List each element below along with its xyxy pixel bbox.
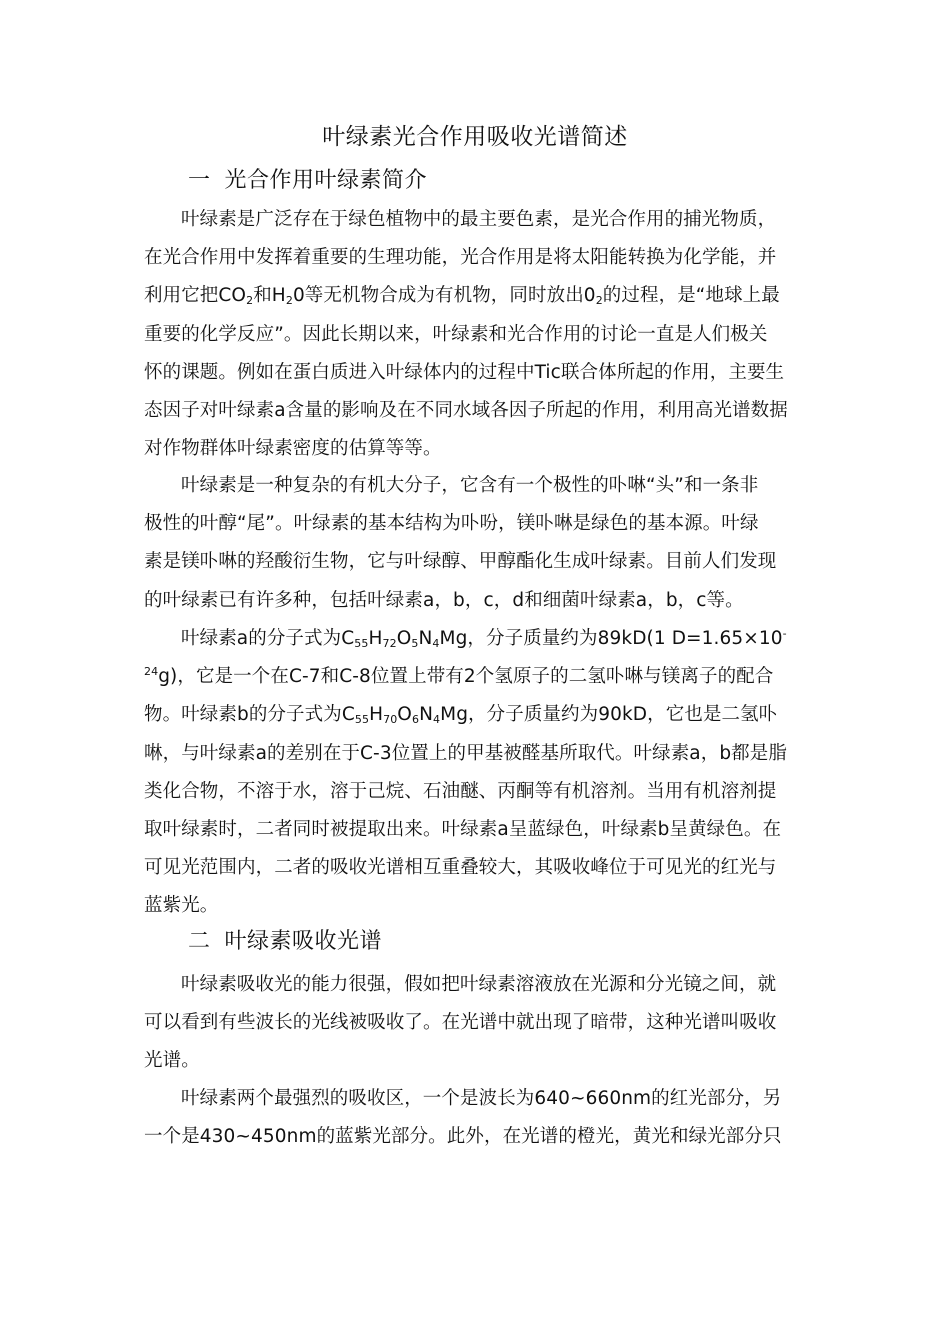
text-line: 极性的叶醇“尾”。叶绿素的基本结构为卟吩，镁卟啉是绿色的基本源。叶绿 <box>144 513 759 535</box>
document-title: 叶绿素光合作用吸收光谱简述 <box>322 124 628 150</box>
text-line: 取叶绿素时，二者同时被提取出来。叶绿素a呈蓝绿色，叶绿素b呈黄绿色。在 <box>144 818 782 840</box>
section-title: 叶绿素吸收光谱 <box>224 929 383 954</box>
text-line: 利用它把$CO_2$和$H_20$等无机物合成为有机物，同时放出$0_2$的过程，是“地球上最 <box>144 285 780 308</box>
text-line: 一个是430~450nm的蓝紫光部分。此外，在光谱的橙光，黄光和绿光部分只 <box>144 1126 782 1148</box>
text-line: 类化合物，不溶于水，溶于己烷、石油醚、丙酮等有机溶剂。当用有机溶剂提 <box>144 780 777 802</box>
text-line: 在光合作用中发挥着重要的生理功能，光合作用是将太阳能转换为化学能，并 <box>144 247 777 269</box>
text-line: 叶绿素吸收光的能力很强，假如把叶绿素溶液放在光源和分光镜之间，就 <box>181 974 777 995</box>
text-line: 啉，与叶绿素a的差别在于C-3位置上的甲基被醛基所取代。叶绿素a，b都是脂 <box>144 742 787 764</box>
text-line: 叶绿素是一种复杂的有机大分子，它含有一个极性的卟啉“头”和一条非 <box>181 475 759 496</box>
text-line: 对作物群体叶绿素密度的估算等等。 <box>144 438 442 460</box>
text-line: 叶绿素a的分子式为$C_{55}H_{72}O_5N_4Mg$，分子质量约为89kD(1 D=1.65×10- <box>181 627 787 650</box>
text-line: 叶绿素两个最强烈的吸收区，一个是波长为640~660nm的红光部分，另 <box>181 1088 782 1109</box>
text-line: 蓝紫光。 <box>144 895 219 917</box>
text-line: 可见光范围内，二者的吸收光谱相互重叠较大，其吸收峰位于可见光的红光与 <box>144 857 777 879</box>
text-line: 态因子对叶绿素a含量的影响及在不同水域各因子所起的作用，利用高光谱数据 <box>144 399 788 421</box>
paragraph <box>144 467 804 620</box>
text-line: 物。叶绿素b的分子式为$C_{55}H_{70}O_6N_4Mg$，分子质量约为90kD，它也是二氢卟 <box>144 704 778 727</box>
paragraph <box>144 620 804 926</box>
text-line: 的叶绿素已有许多种，包括叶绿素a，b，c，d和细菌叶绿素a，b，c等。 <box>144 589 744 611</box>
paragraph <box>144 966 804 1081</box>
section-number: 一 <box>188 168 211 193</box>
text-line: 素是镁卟啉的羟酸衍生物，它与叶绿醇、甲醇酯化生成叶绿素。目前人们发现 <box>144 551 777 573</box>
paragraph <box>144 201 804 468</box>
text-line: 可以看到有些波长的光线被吸收了。在光谱中就出现了暗带，这种光谱叫吸收 <box>144 1012 777 1034</box>
text-line: $^{24}$g)，它是一个在C-7和C-8位置上带有2个氢原子的二氢卟啉与镁离子的配合 <box>144 665 774 688</box>
text-line: 叶绿素是广泛存在于绿色植物中的最主要色素，是光合作用的捕光物质， <box>181 209 777 230</box>
text-line: 重要的化学反应”。因此长期以来，叶绿素和光合作用的讨论一直是人们极关 <box>144 323 768 345</box>
section-heading-2 <box>188 924 382 960</box>
section-heading-1 <box>188 163 427 199</box>
paragraph <box>144 1080 804 1156</box>
text-line: 怀的课题。例如在蛋白质进入叶绿体内的过程中Tic联合体所起的作用，主要生 <box>144 361 785 383</box>
text-line: 光谱。 <box>144 1050 200 1072</box>
section-title: 光合作用叶绿素简介 <box>224 168 428 193</box>
section-number: 二 <box>188 929 211 954</box>
